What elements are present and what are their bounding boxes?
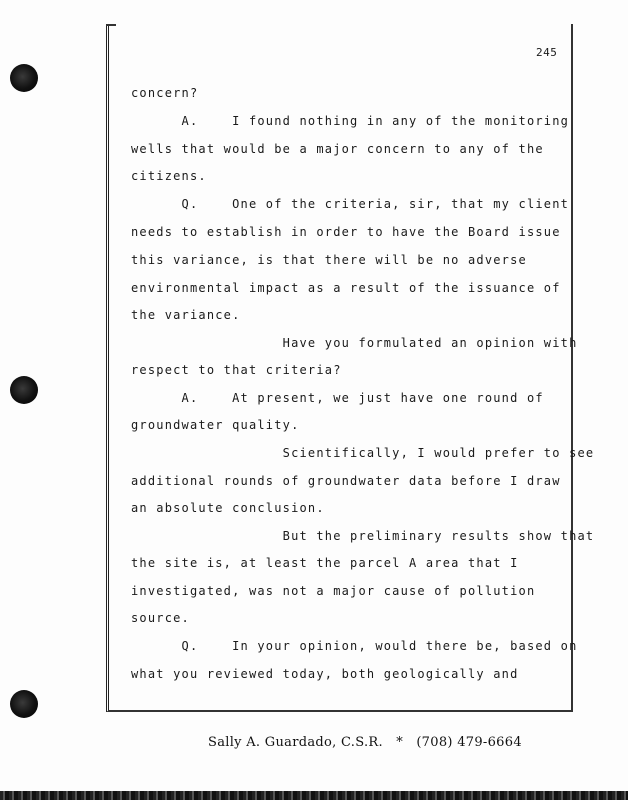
- transcript-line: needs to establish in order to have the Board issue: [131, 225, 561, 239]
- transcript-line: the variance.: [131, 308, 241, 322]
- transcript-line: this variance, is that there will be no adverse: [131, 253, 527, 267]
- transcript-line: But the preliminary results show that: [131, 529, 595, 543]
- scan-edge: [0, 791, 628, 800]
- transcript-line: respect to that criteria?: [131, 363, 342, 377]
- transcript-line: wells that would be a major concern to any of the: [131, 142, 544, 156]
- punch-hole-middle: [10, 376, 38, 404]
- transcript-line: groundwater quality.: [131, 418, 300, 432]
- transcript-line: Have you formulated an opinion with: [131, 336, 578, 350]
- frame-corner: [106, 24, 116, 26]
- transcript-line: what you reviewed today, both geologically and: [131, 667, 519, 681]
- transcript-line: A. At present, we just have one round of: [131, 391, 544, 405]
- transcript-line: the site is, at least the parcel A area that I: [131, 556, 519, 570]
- transcript-line: Q. In your opinion, would there be, based on: [131, 639, 578, 653]
- transcript-line: an absolute conclusion.: [131, 501, 325, 515]
- transcript-line: additional rounds of groundwater data before I draw: [131, 474, 561, 488]
- transcript-line: Q. One of the criteria, sir, that my client: [131, 197, 570, 211]
- punch-hole-bottom: [10, 690, 38, 718]
- transcript-line: Scientifically, I would prefer to see: [131, 446, 595, 460]
- transcript-line: A. I found nothing in any of the monitoring: [131, 114, 570, 128]
- transcript-line: environmental impact as a result of the issuance of: [131, 281, 561, 295]
- transcript-line: investigated, was not a major cause of pollution: [131, 584, 536, 598]
- transcript-line: source.: [131, 611, 190, 625]
- page-number: 245: [536, 46, 558, 59]
- transcript-line: concern?: [131, 86, 199, 100]
- transcript-line: citizens.: [131, 169, 207, 183]
- reporter-footer: Sally A. Guardado, C.S.R. * (708) 479-6664: [208, 735, 522, 750]
- punch-hole-top: [10, 64, 38, 92]
